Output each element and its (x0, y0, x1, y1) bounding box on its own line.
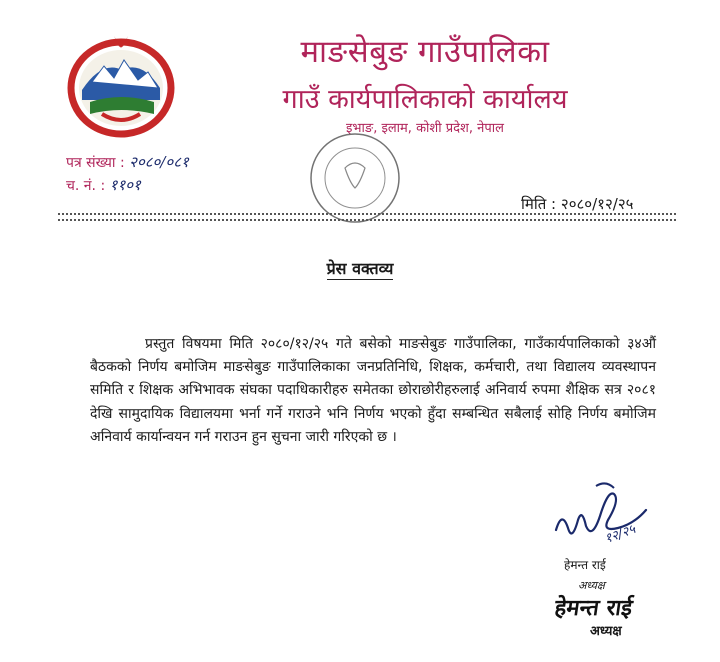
office-name: माङसेबुङ गाउँपालिका (300, 34, 550, 70)
heading-text: प्रेस वक्तव्य (326, 259, 394, 278)
stamp-role-top: अध्यक्ष (578, 579, 605, 592)
date-value: २०८०/१२/२५ (560, 195, 634, 213)
name-stamp: हेमन्त राई (553, 595, 634, 621)
dispatch-number-label: च. नं. : (66, 178, 106, 194)
press-statement-body (90, 333, 656, 449)
body-paragraph: प्रस्तुत विषयमा मिति २०८०/१२/२५ गते बसेको माङसेबुङ गाउँपालिका, गाउँकार्यपालिकाको ३४औं बैठकको निर्णय बमोजिम माङसेबुङ गाउँपालिकाका जनप्रतिनिधि, शिक्षक, कर्मचारी, तथा विद्यालय व्यवस्थापन समिति र शिक्षक अभिभावक संघका पदाधिकारीहरु समेतका छोराछोरीहरुलाई अनिवार्य रुपमा शैक्षिक सत्र २०८१ देखि सामुदायिक विद्यालयमा भर्ना गर्ने गराउने भनि निर्णय भएको हुँदा सम्बन्धित सबैलाई सोहि निर्णय बमोजिम अनिवार्य कार्यान्वयन गर्न गराउन हुन सुचना जारी गरिएको छ । (90, 336, 656, 445)
nepal-government-emblem-icon (62, 30, 180, 140)
dispatch-number-value: ११०१ (109, 176, 141, 194)
document-heading (0, 257, 720, 279)
handwritten-signature-icon (548, 480, 658, 560)
office-address: इभाङ, इलाम, कोशी प्रदेश, नेपाल (346, 121, 504, 136)
signatory-name: हेमन्त राई (564, 558, 606, 572)
date-label: मिति : (521, 195, 557, 213)
dispatch-number (66, 175, 141, 195)
letter-number-value: २०८०/०८१ (129, 153, 189, 171)
header-divider (58, 213, 678, 221)
stamp-role-bottom: अध्यक्ष (590, 624, 622, 639)
office-subtitle: गाउँ कार्यपालिकाको कार्यालय (282, 84, 568, 115)
letter-date (521, 194, 633, 214)
signature-date: १२/२५ (602, 521, 638, 547)
letter-number (66, 152, 189, 172)
letter-number-label: पत्र संख्या : (66, 155, 125, 171)
